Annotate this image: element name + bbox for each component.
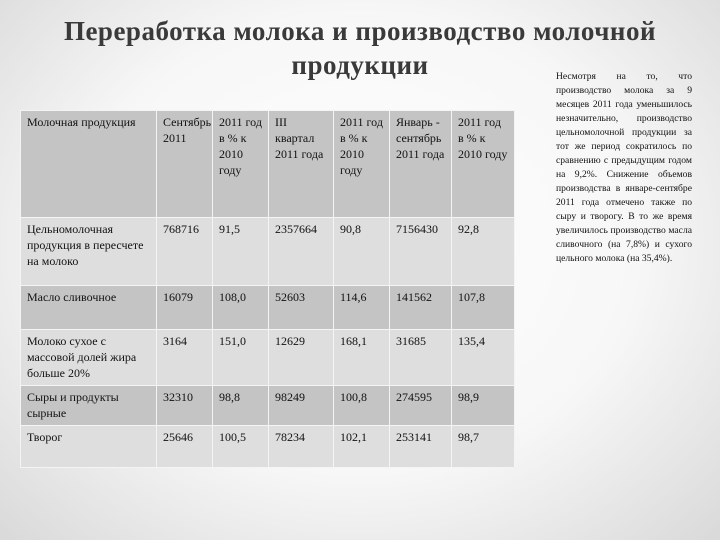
table-cell: 274595 [390,386,452,426]
table-cell: 151,0 [213,330,269,386]
table-cell: 108,0 [213,286,269,330]
header-cell: III квартал 2011 года [269,111,334,218]
commentary-text: Несмотря на то, что производство молока за 9 месяцев 2011 года уменьшилось незначительно, производство цельномолочной продукции за тот же период сократилось по сравнению с предыдущим годом на 9,2%. Снижение объемов производства в январе-сентябре 2011 года отмечено также по сыру и творогу. В то же время увеличилось производство масла сливочного (на 7,8%) и сухого цельного молока (на 35,4%). [556,71,692,264]
table-cell: 92,8 [452,218,515,286]
table-header-row [21,111,515,218]
table-cell: 253141 [390,426,452,468]
table-cell: 100,5 [213,426,269,468]
table-cell: 107,8 [452,286,515,330]
table-cell: 7156430 [390,218,452,286]
header-cell: Молочная продукция [21,111,157,218]
table-cell: 25646 [157,426,213,468]
header-cell: Январь - сентябрь 2011 года [390,111,452,218]
table-row [21,286,515,330]
table-cell: 141562 [390,286,452,330]
table-cell: 135,4 [452,330,515,386]
table-cell: 31685 [390,330,452,386]
table-cell: 98249 [269,386,334,426]
table-cell: 102,1 [334,426,390,468]
table-cell: 12629 [269,330,334,386]
table-cell: 114,6 [334,286,390,330]
page-title: Переработка молока и производство молочной продукции [63,16,657,80]
table-row [21,386,515,426]
table-cell: 100,8 [334,386,390,426]
product-name-cell: Молоко сухое с массовой долей жира больше 20% [21,330,157,386]
product-name-cell: Цельномолочная продукция в пересчете на молоко [21,218,157,286]
product-name-cell: Сыры и продукты сырные [21,386,157,426]
table-cell: 91,5 [213,218,269,286]
table-cell: 78234 [269,426,334,468]
table-row [21,330,515,386]
production-table [20,110,515,468]
header-cell: 2011 год в % к 2010 году [213,111,269,218]
table-cell: 32310 [157,386,213,426]
table-cell: 3164 [157,330,213,386]
table-cell: 98,9 [452,386,515,426]
product-name-cell: Масло сливочное [21,286,157,330]
header-cell: Сентябрь 2011 [157,111,213,218]
table-cell: 168,1 [334,330,390,386]
header-cell: 2011 год в % к 2010 году [334,111,390,218]
table-cell: 768716 [157,218,213,286]
header-cell: 2011 год в % к 2010 году [452,111,515,218]
table-cell: 16079 [157,286,213,330]
table-cell: 2357664 [269,218,334,286]
table-row [21,426,515,468]
product-name-cell: Творог [21,426,157,468]
table-cell: 98,8 [213,386,269,426]
table-cell: 52603 [269,286,334,330]
table-row [21,218,515,286]
table-cell: 90,8 [334,218,390,286]
table-cell: 98,7 [452,426,515,468]
